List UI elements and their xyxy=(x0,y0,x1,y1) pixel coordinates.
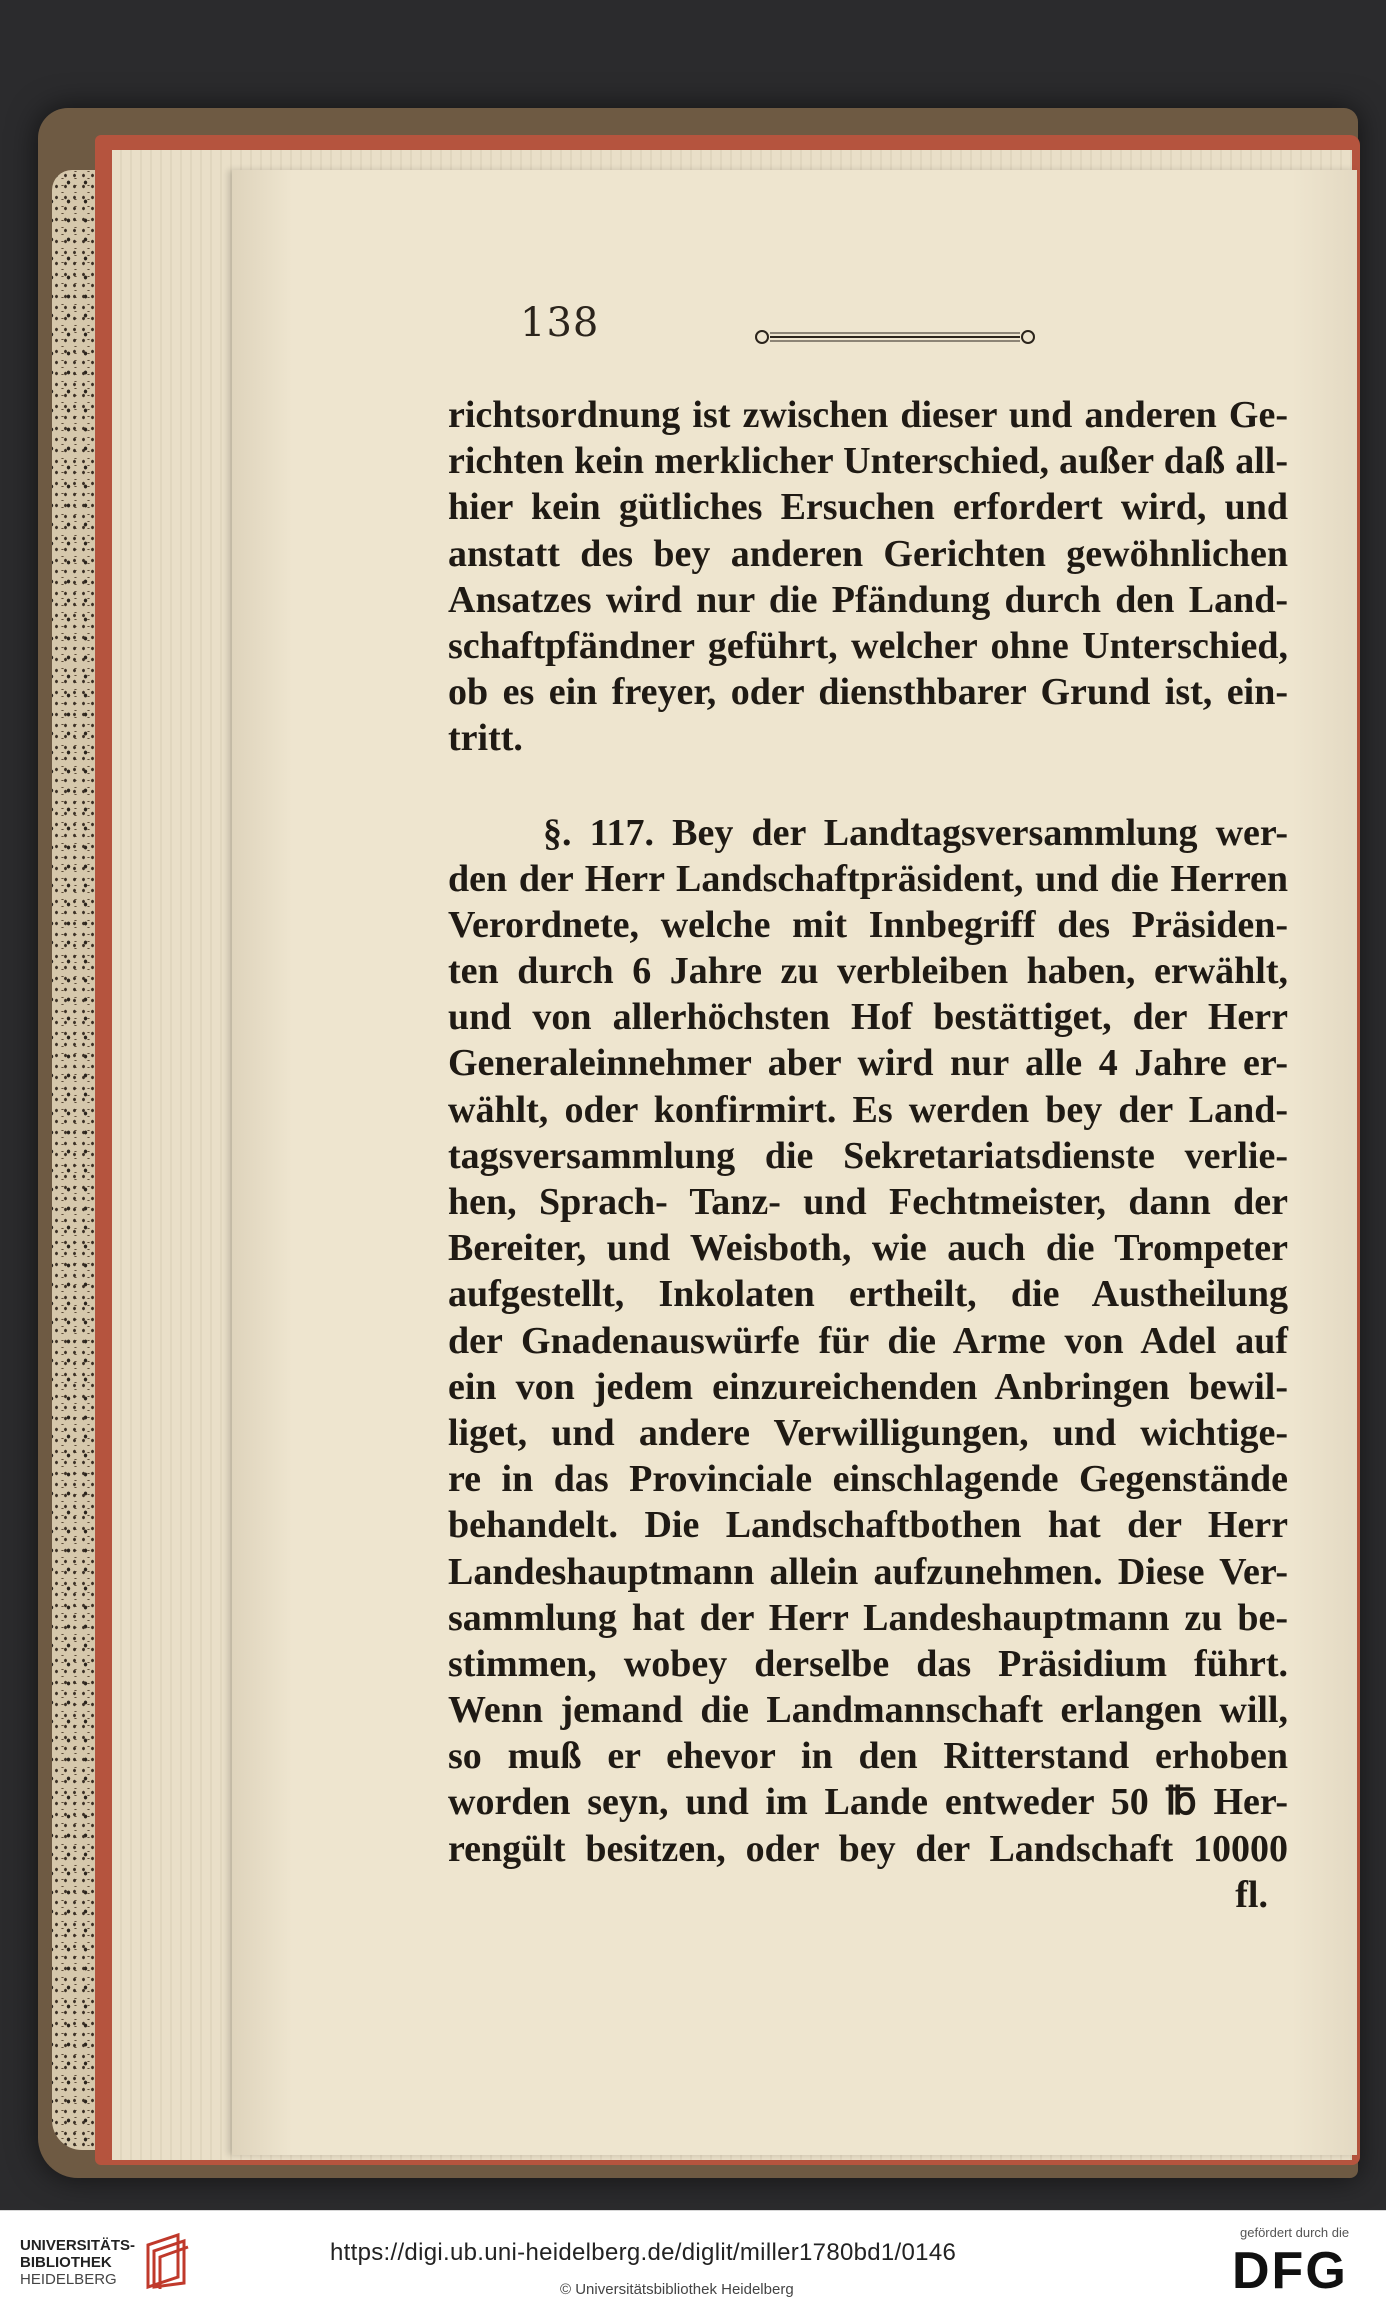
text-line: tritt. xyxy=(448,717,523,760)
paragraph-2 xyxy=(448,810,1288,1872)
text-line: ten durch 6 Jahre zu verbleiben haben, erwählt, xyxy=(448,950,1288,993)
permalink-url[interactable]: https://digi.ub.uni-heidelberg.de/diglit/miller1780bd1/0146 xyxy=(330,2239,957,2266)
text-line: und von allerhöchsten Hof bestättiget, der Herr xyxy=(448,996,1288,1039)
text-line: der Gnadenauswürfe für die Arme von Adel auf xyxy=(448,1319,1288,1362)
text-line: richten kein merklicher Unterschied, außer daß all- xyxy=(448,440,1288,483)
text-line: sammlung hat der Herr Landeshauptmann zu be- xyxy=(448,1596,1288,1639)
dfg-logo[interactable]: DFG xyxy=(1232,2242,1348,2300)
text-line: re in das Provinciale einschlagende Gegenstände xyxy=(448,1458,1288,1501)
text-line: §. 117. Bey der Landtagsversammlung wer- xyxy=(543,811,1288,854)
text-line: Generaleinnehmer aber wird nur alle 4 Jahre er- xyxy=(448,1042,1288,1085)
text-line: hier kein gütliches Ersuchen erfordert wird, und xyxy=(448,486,1288,529)
text-line: schaftpfändner geführt, welcher ohne Unterschied, xyxy=(448,624,1288,667)
header-ornament-icon xyxy=(750,328,1040,346)
text-line: liget, und andere Verwilligungen, und wichtige- xyxy=(448,1411,1288,1454)
library-name-line1: UNIVERSITÄTS- xyxy=(20,2237,136,2254)
copyright-notice: © Universitätsbibliothek Heidelberg xyxy=(560,2281,794,2298)
text-line: stimmen, wobey derselbe das Präsidium führt. xyxy=(448,1642,1288,1685)
library-name-line2: BIBLIOTHEK xyxy=(20,2254,112,2271)
text-line: den der Herr Landschaftpräsident, und die Herren xyxy=(448,857,1288,900)
library-name-line3: HEIDELBERG xyxy=(20,2271,117,2288)
text-line: aufgestellt, Inkolaten ertheilt, die Austheilung xyxy=(448,1273,1288,1316)
body-text xyxy=(448,392,1288,1918)
text-line: rengült besitzen, oder bey der Landschaft 10000 xyxy=(448,1827,1288,1870)
text-line: Ansatzes wird nur die Pfändung durch den Land- xyxy=(448,578,1288,621)
catchword: fl. xyxy=(1235,1873,1268,1916)
text-line: worden seyn, und im Lande entweder 50 ℔ Her- xyxy=(448,1781,1288,1824)
text-line: Verordnete, welche mit Innbegriff des Präsiden- xyxy=(448,903,1288,946)
page-header xyxy=(520,300,1040,360)
paragraph-1 xyxy=(448,392,1288,762)
viewer-footer xyxy=(0,2210,1386,2312)
text-line: Wenn jemand die Landmannschaft erlangen will, xyxy=(448,1689,1288,1732)
text-line: anstatt des bey anderen Gerichten gewöhnlichen xyxy=(448,532,1288,575)
text-line: so muß er ehevor in den Ritterstand erhoben xyxy=(448,1735,1288,1778)
text-line: ob es ein freyer, oder diensthbarer Grund ist, ein- xyxy=(448,671,1288,714)
text-line: hen, Sprach- Tanz- und Fechtmeister, dann der xyxy=(448,1181,1288,1223)
text-line: Bereiter, und Weisboth, wie auch die Trompeter xyxy=(448,1227,1288,1270)
library-logo-icon xyxy=(140,2227,190,2297)
page-number: 138 xyxy=(520,300,600,346)
text-line: ein von jedem einzureichenden Anbringen bewil- xyxy=(448,1365,1288,1408)
text-line: tagsversammlung die Sekretariatsdienste verlie- xyxy=(448,1134,1288,1177)
text-line: behandelt. Die Landschaftbothen hat der Herr xyxy=(448,1504,1288,1547)
funder-note: gefördert durch die xyxy=(1240,2225,1350,2240)
library-logo-text[interactable] xyxy=(20,2237,135,2288)
text-line: richtsordnung ist zwischen dieser und anderen Ge- xyxy=(448,394,1288,436)
text-line: Landeshauptmann allein aufzunehmen. Diese Ver- xyxy=(448,1550,1288,1593)
text-line: wählt, oder konfirmirt. Es werden bey der Land- xyxy=(448,1088,1288,1131)
